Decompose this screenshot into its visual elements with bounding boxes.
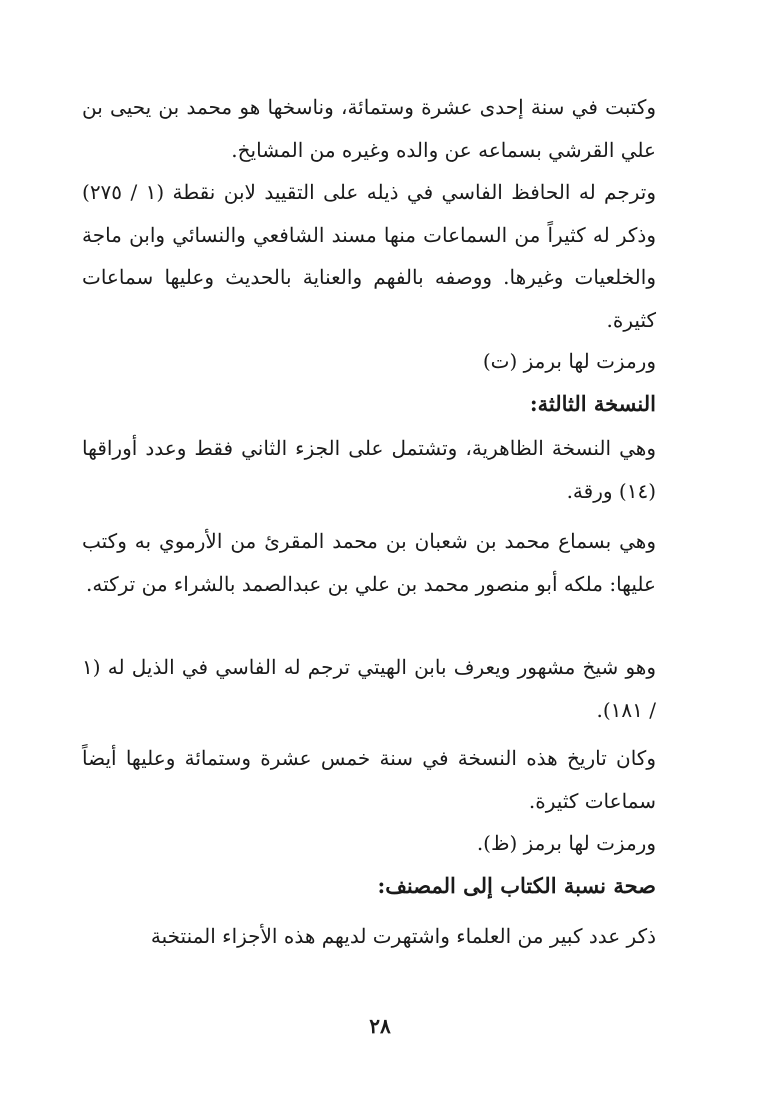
paragraph-scholars: ذكر عدد كبير من العلماء واشتهرت لديهم هذه الأجزاء المنتخبة [150, 924, 656, 948]
document-page [82, 0, 656, 1101]
page-number: ٢٨ [369, 1014, 391, 1038]
paragraph-symbol-z: ورمزت لها برمز (ظ). [476, 831, 656, 855]
heading-attribution: صحة نسبة الكتاب إلى المصنف: [377, 873, 656, 898]
heading-third-copy: النسخة الثالثة: [529, 391, 656, 416]
paragraph-sheikh: وهو شيخ مشهور ويعرف بابن الهيتي ترجم له الفاسي في الذيل له (١ / ١٨١). [82, 655, 656, 722]
paragraph-zahiriyya: وهي النسخة الظاهرية، وتشتمل على الجزء الثاني فقط وعدد أوراقها (١٤) ورقة. [82, 436, 656, 503]
paragraph-colophon: وكتبت في سنة إحدى عشرة وستمائة، وناسخها هو محمد بن يحيى بن علي القرشي بسماعه عن والده وغيره من المشايخ. [82, 95, 656, 162]
paragraph-date: وكان تاريخ هذه النسخة في سنة خمس عشرة وستمائة وعليها أيضاً سماعات كثيرة. [82, 746, 656, 813]
paragraph-audition: وهي بسماع محمد بن شعبان بن محمد المقرئ من الأرموي به وكتب عليها: ملكه أبو منصور محمد بن علي بن عبدالصمد بالشراء من تركته. [82, 529, 656, 596]
paragraph-biography: وترجم له الحافظ الفاسي في ذيله على التقييد لابن نقطة (١ / ٢٧٥) وذكر له كثيراً من السماعات منها مسند الشافعي والنسائي وابن ماجة والخلعيات وغيرها. ووصفه بالفهم والعناية بالحديث وعليها سماعات كثيرة. [82, 180, 656, 332]
paragraph-symbol-t: ورمزت لها برمز (ت) [482, 349, 656, 373]
